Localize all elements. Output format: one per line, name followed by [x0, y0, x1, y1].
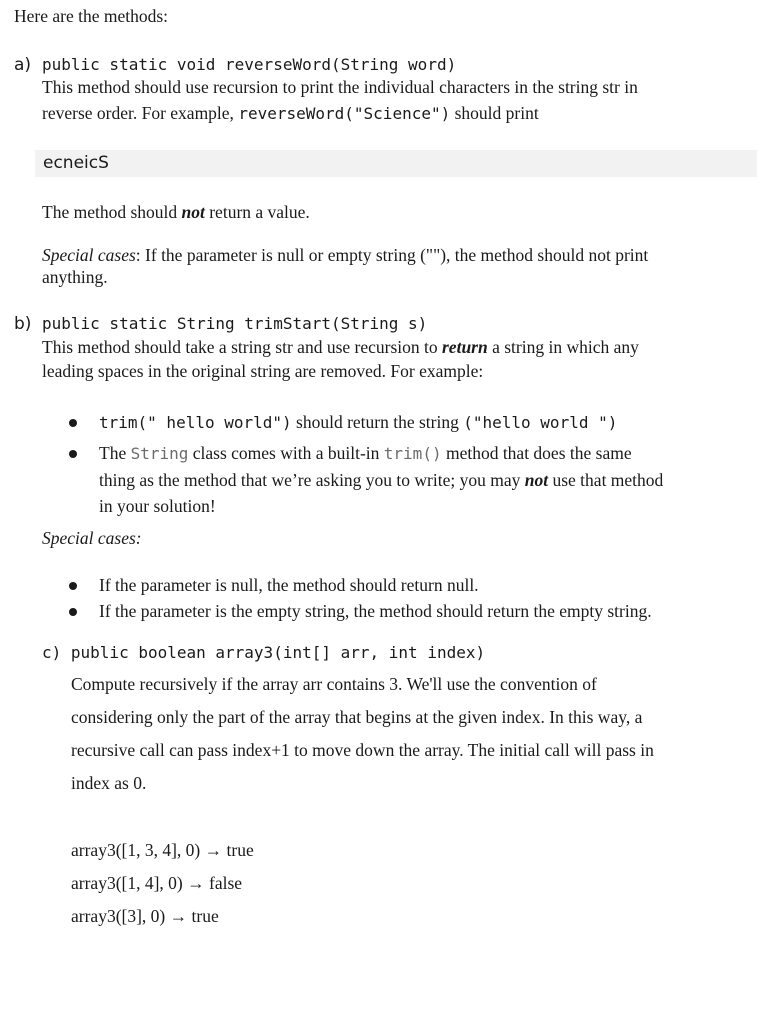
special-cases-text: : If the parameter is null or empty string (""), the method should not print: [135, 245, 649, 265]
builtin-line-2-end: use that method: [548, 470, 664, 490]
bullet-item-builtin-trim: [62, 440, 663, 519]
trim-example-text: should return the string: [291, 412, 464, 432]
section-b-special-list: [62, 572, 652, 624]
builtin-text: The: [99, 443, 131, 463]
bullet-item-trim-example: [62, 409, 663, 436]
section-b-letter: b): [14, 314, 32, 334]
section-a-desc-line-2: [42, 100, 757, 127]
no-return-text: The method should: [42, 202, 182, 222]
section-b-heading: [14, 313, 427, 334]
special-cases-text-2: anything.: [42, 267, 108, 287]
section-a-special-cases: [42, 244, 757, 288]
section-a-signature: public static void reverseWord(String word): [42, 55, 457, 74]
no-return-text-end: return a value.: [204, 202, 310, 222]
trim-example-code: trim(" hello world"): [99, 413, 292, 432]
special-case-empty-text: If the parameter is the empty string, the method should return the empty string.: [99, 601, 652, 621]
section-b-description: [42, 335, 757, 383]
section-b-bullet-list: [62, 409, 663, 519]
builtin-text-end: method that does the same: [441, 443, 632, 463]
section-c-description: [71, 668, 751, 800]
trim-example-result: ("hello world "): [463, 413, 618, 432]
section-a-desc-text-end: should print: [450, 103, 539, 123]
section-a-desc-line-1: This method should use recursion to print the individual characters in the string str in: [42, 77, 638, 97]
bullet-dot-icon: [69, 582, 77, 590]
special-case-null-text: If the parameter is null, the method should return null.: [99, 575, 479, 595]
section-b-return-emphasis: return: [442, 337, 488, 357]
special-case-null: [62, 572, 652, 598]
bullet-dot-icon: [69, 419, 77, 427]
section-c-line-1: Compute recursively if the array arr contains 3. We'll use the convention of: [71, 674, 597, 694]
section-a-example-call: reverseWord("Science"): [238, 104, 451, 123]
builtin-text-mid: class comes with a built-in: [188, 443, 384, 463]
builtin-line-2-text: thing as the method that we’re asking you to write; you may: [99, 470, 525, 490]
section-c-examples: [71, 834, 254, 933]
section-b-desc-line-2: leading spaces in the original string are removed. For example:: [42, 361, 484, 381]
section-c-signature: c) public boolean array3(int[] arr, int index): [42, 643, 486, 662]
section-b-signature: public static String trimStart(String s): [42, 314, 428, 333]
special-cases-b-label: Special cases:: [42, 528, 142, 548]
section-a-heading: [14, 54, 456, 75]
output-example-text: ecneicS: [43, 153, 109, 173]
section-a-no-return: [42, 199, 757, 225]
special-cases-label: Special cases: [42, 245, 136, 265]
section-b-desc-text: This method should take a string str and use recursion to: [42, 337, 442, 357]
section-c-line-3: recursive call can pass index+1 to move down the array. The initial call will pass in: [71, 740, 654, 760]
section-c-line-2: considering only the part of the array that begins at the given index. In this way, a: [71, 707, 643, 727]
bullet-dot-icon: [69, 608, 77, 616]
example-line: array3([3], 0) → true: [71, 906, 219, 926]
trim-method-code: trim(): [383, 444, 442, 463]
intro-text: Here are the methods:: [14, 6, 169, 26]
output-example-box: [35, 150, 757, 177]
bullet-dot-icon: [69, 450, 77, 458]
section-a-desc-text: reverse order. For example,: [42, 103, 239, 123]
builtin-line-3: in your solution!: [99, 496, 216, 516]
section-b-special-label: [42, 528, 142, 549]
string-class-code: String: [130, 444, 189, 463]
example-line: array3([1, 3, 4], 0) → true: [71, 840, 254, 860]
builtin-not-emphasis: not: [524, 470, 549, 490]
example-line: array3([1, 4], 0) → false: [71, 873, 243, 893]
section-b-desc-text-end: a string in which any: [487, 337, 639, 357]
section-a-letter: a): [14, 55, 32, 75]
section-c-line-4: index as 0.: [71, 773, 147, 793]
special-case-empty: [62, 598, 652, 624]
section-a-description: [42, 74, 757, 127]
no-return-emphasis: not: [181, 202, 205, 222]
